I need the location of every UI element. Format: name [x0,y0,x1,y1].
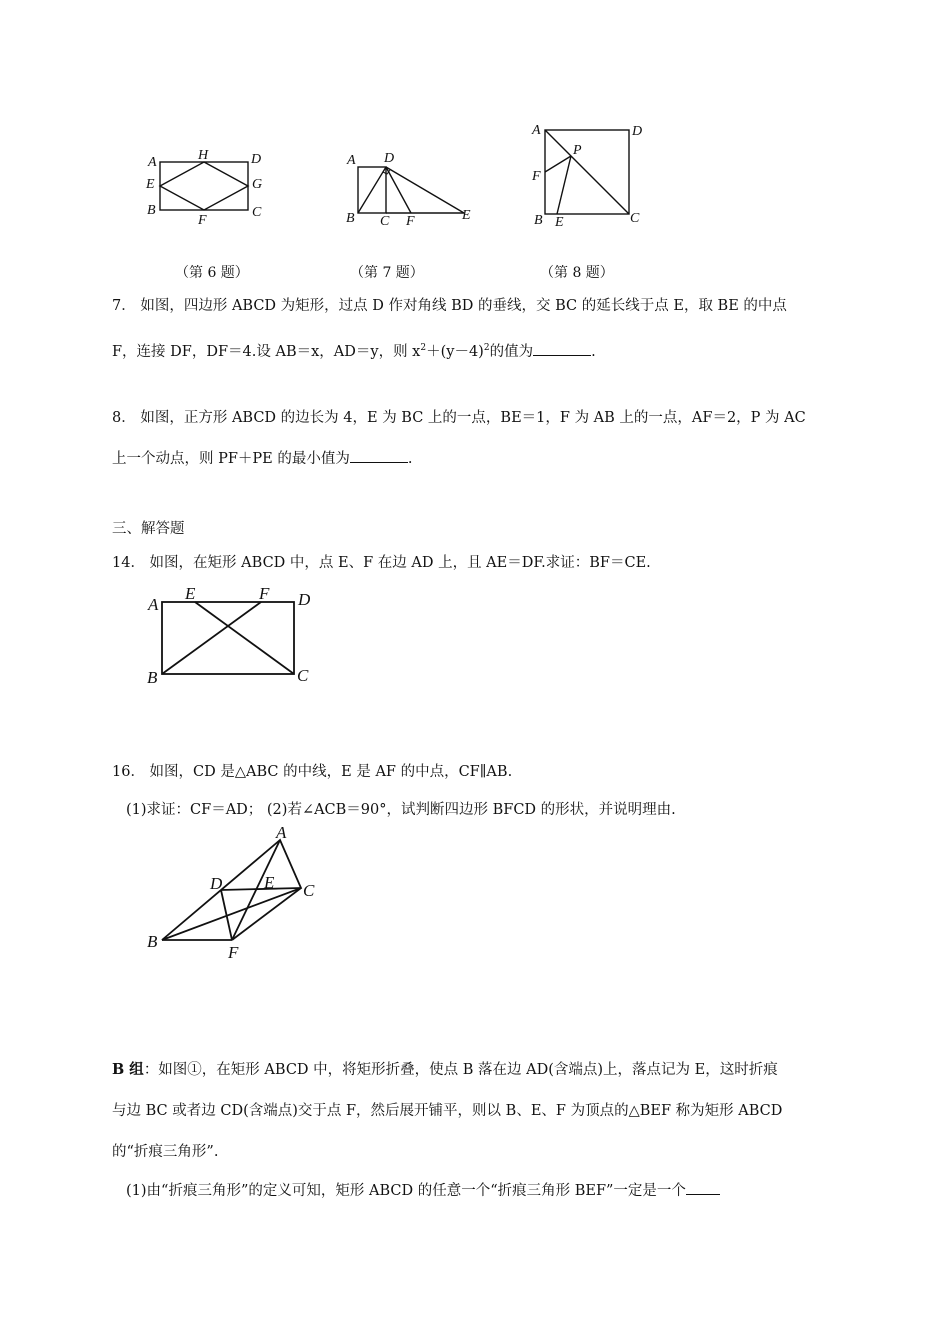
fig14-label-E: E [185,584,196,603]
fig16-label-D: D [210,874,223,893]
fig8-caption: （第 8 题） [540,265,614,281]
fig14-rectangle [162,602,294,674]
q7-text-a: F，连接 DF，DF＝4.设 AB＝x，AD＝y，则 x [112,343,421,360]
fig6-label-G: G [252,177,263,192]
fig6-label-C: C [252,205,262,220]
groupB-answer-blank[interactable] [686,1182,720,1195]
fig7-diagonal-BD [358,167,386,213]
q8-line1: 8． 如图，正方形 ABCD 的边长为 4，E 为 BC 上的一点，BE＝1，F 为 AB 上的一点，AF＝2，P 为 AC [112,410,806,426]
fig8-label-E: E [555,215,564,230]
q7-line2 [112,338,596,362]
fig16-label-E: E [264,873,275,892]
fig8-segment-PE [557,156,571,214]
fig8-label-F: F [532,169,541,184]
fig6-label-D: D [251,152,262,167]
fig6-caption: （第 6 题） [175,265,249,281]
q8-text-a: 上一个动点，则 PF＋PE 的最小值为 [112,451,350,467]
fig7-label-D: D [384,151,395,166]
fig8-label-P: P [573,143,582,158]
q16-line1: 16． 如图，CD 是△ABC 的中线，E 是 AF 的中点，CF∥AB. [112,764,513,780]
figure-8 [525,118,655,233]
figure-16 [140,826,330,966]
fig14-segment-BF [162,602,261,674]
fig16-label-A: A [276,826,287,842]
q8-answer-blank[interactable] [350,450,408,463]
section-heading: 三、解答题 [112,521,185,537]
figure-14 [140,582,330,692]
fig8-label-A: A [532,123,541,138]
fig14-label-F: F [259,584,270,603]
fig6-label-E: E [146,177,155,192]
q7-sup-2: 2 [483,343,490,353]
groupB-line4 [126,1181,720,1201]
fig7-label-C: C [380,214,390,229]
fig14-label-B: B [147,668,158,687]
fig14-label-C: C [297,666,309,685]
fig8-label-B: B [534,213,543,228]
fig6-label-B: B [147,203,156,218]
fig6-label-H: H [198,148,209,163]
groupB-line1 [112,1060,778,1080]
fig14-label-D: D [298,590,311,609]
groupB-line2: 与边 BC 或者边 CD(含端点)交于点 F，然后展开铺平，则以 B、E、F 为顶点的△BEF 称为矩形 ABCD [112,1103,783,1119]
fig14-label-A: A [148,595,159,614]
fig16-label-B: B [147,932,158,951]
q7-text-c: 的值为 [489,343,534,360]
q8-line2 [112,449,413,469]
fig7-caption: （第 7 题） [350,265,424,281]
fig8-label-D: D [632,124,643,139]
figure-7 [340,145,480,230]
fig7-segment-DE [386,167,464,213]
q7-answer-blank[interactable] [533,343,591,356]
q8-text-b: . [407,451,413,467]
fig8-diagonal-AC [545,130,629,214]
q7-text-b: ＋(y－4) [426,343,484,360]
q7-text-d: . [591,343,596,360]
fig7-label-F: F [406,214,415,229]
fig16-label-C: C [303,881,315,900]
fig16-label-F: F [228,943,239,962]
q14-text: 14． 如图，在矩形 ABCD 中，点 E、F 在边 AD 上，且 AE＝DF.求证：BF＝CE. [112,555,651,571]
fig8-label-C: C [630,211,640,226]
fig7-label-A: A [347,153,356,168]
fig6-rhombus [160,162,248,210]
fig7-label-B: B [346,211,355,226]
groupB-line1-text: ：如图①，在矩形 ABCD 中，将矩形折叠，使点 B 落在边 AD(含端点)上，落点记为 E，这时折痕 [143,1062,778,1078]
fig16-segment-CF [232,888,301,940]
fig6-label-F: F [198,213,207,228]
q16-line2: (1)求证：CF＝AD； (2)若∠ACB＝90°，试判断四边形 BFCD 的形状，并说明理由. [126,802,676,818]
fig6-rectangle [160,162,248,210]
fig7-label-E: E [462,208,471,223]
groupB-line4-text: (1)由“折痕三角形”的定义可知，矩形 ABCD 的任意一个“折痕三角形 BEF”一定是一个 [126,1183,686,1199]
fig6-label-A: A [148,155,157,170]
fig14-segment-CE [195,602,294,674]
groupB-heading: B 组 [112,1061,144,1078]
q7-sup-1: 2 [420,343,427,353]
groupB-line3: 的“折痕三角形”. [112,1144,219,1160]
q7-line1: 7． 如图，四边形 ABCD 为矩形，过点 D 作对角线 BD 的垂线，交 BC 的延长线于点 E，取 BE 的中点 [112,298,787,314]
figure-6 [140,140,280,230]
fig16-segment-DC [221,888,301,890]
